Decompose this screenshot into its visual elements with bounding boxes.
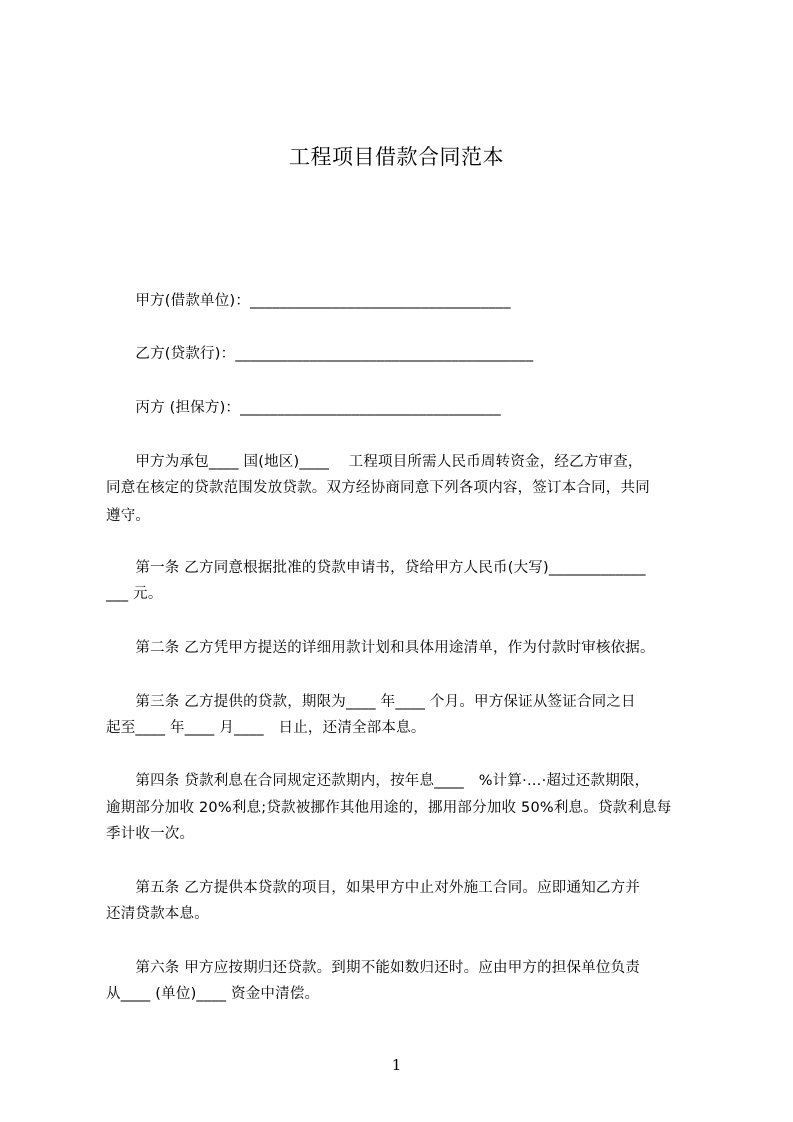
party-b-line: 乙方(贷款行)：________________________________________	[106, 346, 534, 362]
article-4-line-3: 季计收一次。	[106, 826, 195, 842]
article-3-line-1: 第三条 乙方提供的贷款，期限为____ 年____ 个月。甲方保证从签证合同之日	[106, 694, 636, 710]
article-3-line-2: 起至____ 年____ 月____ 日止，还清全部本息。	[106, 720, 426, 736]
preamble-line-1: 甲方为承包____ 国(地区)____ 工程项目所需人民币周转资金，经乙方审查，	[106, 454, 643, 470]
article-6-line-1: 第六条 甲方应按期归还贷款。到期不能如数归还时。应由甲方的担保单位负责	[106, 960, 641, 976]
page-number: 1	[391, 1056, 402, 1074]
party-c-line: 丙方 (担保方)：___________________________________	[106, 400, 501, 416]
article-2-line-1: 第二条 乙方凭甲方提送的详细用款计划和具体用途清单，作为付款时审核依据。	[106, 640, 655, 656]
preamble-line-3: 遵守。	[106, 508, 151, 524]
article-6-line-2: 从____ (单位)____ 资金中清偿。	[106, 986, 320, 1002]
article-4-line-2: 逾期部分加收 20%利息;贷款被挪作其他用途的，挪用部分加收 50%利息。贷款利息每	[106, 800, 672, 816]
article-1-line-2: ___ 元。	[106, 586, 163, 602]
document-title: 工程项目借款合同范本	[289, 145, 504, 169]
party-a-line: 甲方(借款单位)：___________________________________	[106, 293, 511, 309]
article-5-line-1: 第五条 乙方提供本贷款的项目，如果甲方中止对外施工合同。应即通知乙方并	[106, 880, 641, 896]
article-5-line-2: 还清贷款本息。	[106, 906, 209, 922]
article-1-line-1: 第一条 乙方同意根据批准的贷款申请书，贷给甲方人民币(大写)_____________	[106, 560, 646, 576]
article-4-line-1: 第四条 贷款利息在合同规定还款期内，按年息____ %计算·…·超过还款期限，	[106, 773, 650, 789]
preamble-line-2: 同意在核定的贷款范围发放贷款。双方经协商同意下列各项内容，签订本合同，共同	[106, 480, 650, 496]
